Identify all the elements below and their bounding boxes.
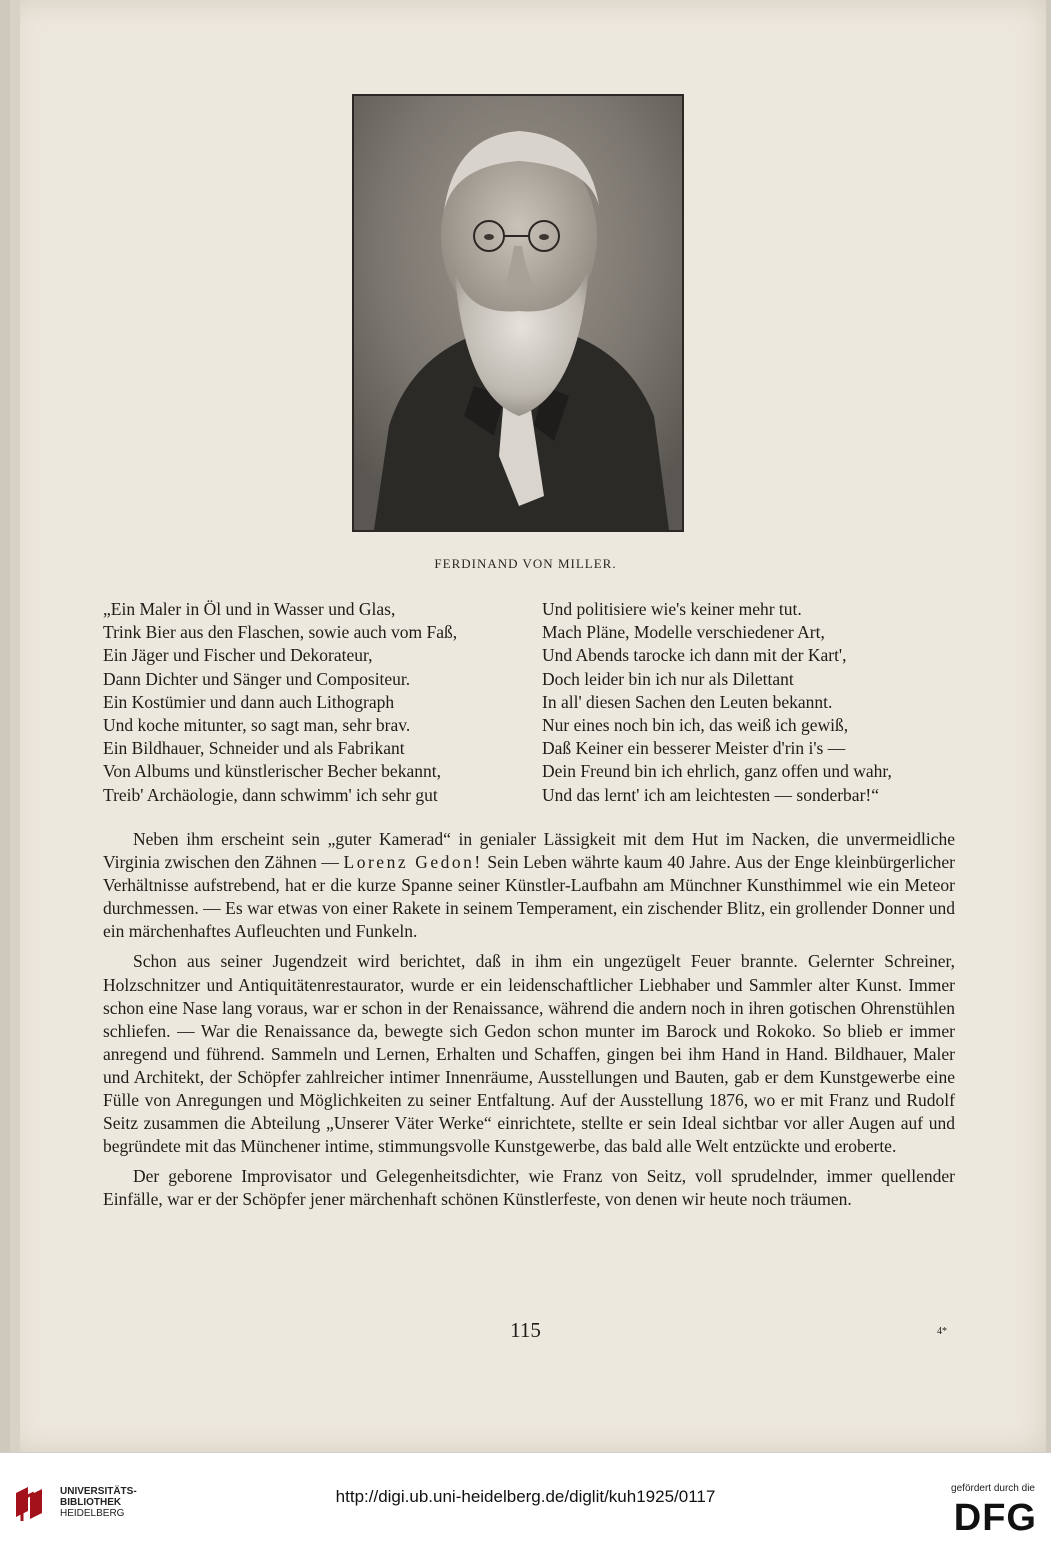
poem-left-column: [103, 598, 457, 807]
poem-line: Doch leider bin ich nur als Dilettant: [542, 668, 794, 689]
emphasized-name: Lorenz Gedon!: [343, 852, 483, 873]
paragraph-gedon-intro: [103, 828, 955, 943]
poem-line: Ein Bildhauer, Schneider und als Fabrikant: [103, 738, 405, 759]
poem-line: Und koche mitunter, so sagt man, sehr brav.: [103, 715, 411, 736]
paragraph-improvisator: Der geborene Improvisator und Gelegenheitsdichter, wie Franz von Seitz, voll sprudelnder, immer quellender Einfälle, war er der Schöpfer jener märchenhaft schönen Künstlerfeste, von denen wir heute noch träumen.: [103, 1166, 955, 1210]
poem-line: Nur eines noch bin ich, das weiß ich gewiß,: [542, 715, 849, 736]
photo-caption: FERDINAND VON MILLER.: [434, 556, 617, 571]
poem-line: Und Abends tarocke ich dann mit der Kart',: [542, 645, 847, 666]
portrait-photo: [352, 94, 684, 532]
poem-line: Und politisiere wie's keiner mehr tut.: [542, 599, 802, 619]
portrait-image: [354, 96, 682, 530]
viewer-footer: [0, 1452, 1051, 1548]
library-name-line: UNIVERSITÄTS-: [60, 1486, 137, 1497]
poem-line: In all' diesen Sachen den Leuten bekannt.: [542, 691, 833, 712]
page-edge: [10, 0, 20, 1452]
poem-line: Trink Bier aus den Flaschen, sowie auch vom Faß,: [103, 622, 458, 643]
poem-line: Mach Pläne, Modelle verschiedener Art,: [542, 622, 825, 643]
poem-line: Dein Freund bin ich ehrlich, ganz offen und wahr,: [542, 761, 892, 782]
poem-line: Dann Dichter und Sänger und Compositeur.: [103, 668, 411, 689]
poem-line: Daß Keiner ein besserer Meister d'rin i's —: [542, 738, 846, 759]
dfg-logo: DFG: [953, 1497, 1037, 1539]
library-name-line: BIBLIOTHEK: [60, 1497, 122, 1508]
paragraph-text: Sein Leben währte kaum 40 Jahre. Aus der Enge kleinbürgerlicher Verhältnisse aufstrebend, hat er die kurze Spanne seiner Künstler-Laufbahn am Münchner Kunsthimmel wie ein Meteor durchmessen. — Es war etwas von einer Rakete in seinem Temperament, ein zischender Blitz, ein grollender Donner und ein märchenhaftes Aufleuchten und Funkeln.: [103, 852, 955, 942]
poem-line: Und das lernt' ich am leichtesten — sonderbar!“: [542, 784, 879, 805]
permalink-url[interactable]: http://digi.ub.uni-heidelberg.de/diglit/kuh1925/0117: [335, 1487, 716, 1506]
poem-line: Treib' Archäologie, dann schwimm' ich sehr gut: [103, 784, 438, 805]
page-number: 115: [510, 1318, 541, 1342]
poem-line: Von Albums und künstlerischer Becher bekannt,: [103, 761, 441, 782]
body-text: [103, 828, 955, 1219]
paragraph-youth: Schon aus seiner Jugendzeit wird berichtet, daß in ihm ein ungezügelt Feuer brannte. Gelernter Schreiner, Holzschnitzer und Antiquitätenrestaurator, wurde er ein leidenschaftlicher Liebhaber und Sammler alter Kunst. Immer schon eine Nase lang voraus, war er schon in der Renaissance, während die andern noch in ihren gotischen Ohrenstühlen schliefen. — War die Renaissance da, bewegte sich Gedon schon munter im Barock und Rokoko. So blieb er immer anregend und führend. Sammeln und Lernen, Erhalten und Schaffen, gingen bei ihm Hand in Hand. Bildhauer, Maler und Architekt, der Schöpfer zahlreicher intimer Innenräume, Ausstellungen und Bauten, gab er dem Kunstgewerbe eine Fülle von Anregungen und Möglichkeiten zu seiner Entfaltung. Auf der Ausstellung 1876, wo er mit Franz und Rudolf Seitz zusammen die Abteilung „Unserer Väter Werke“ einrichtete, stellte er sein Ideal sichtbar vor aller Augen auf und begründete mit das Münchener intime, stimmungsvolle Kunstgewerbe, das bald alle Welt entzückte und eroberte.: [103, 951, 955, 1157]
paragraph-text: Neben ihm erscheint sein „guter Kamerad“ in genialer Lässigkeit mit dem Hut im Nacken, die unvermeidliche Virginia zwischen den Zähnen —: [103, 829, 955, 873]
poem-line: Ein Jäger und Fischer und Dekorateur,: [103, 645, 373, 666]
funding-caption: gefördert durch die: [951, 1483, 1035, 1494]
library-name-line: HEIDELBERG: [60, 1508, 125, 1519]
poem-line: „Ein Maler in Öl und in Wasser und Glas,: [103, 599, 396, 619]
poem-line: Ein Kostümier und dann auch Lithograph: [103, 691, 395, 712]
signature-mark: 4*: [937, 1326, 947, 1337]
poem-right-column: [542, 598, 892, 807]
